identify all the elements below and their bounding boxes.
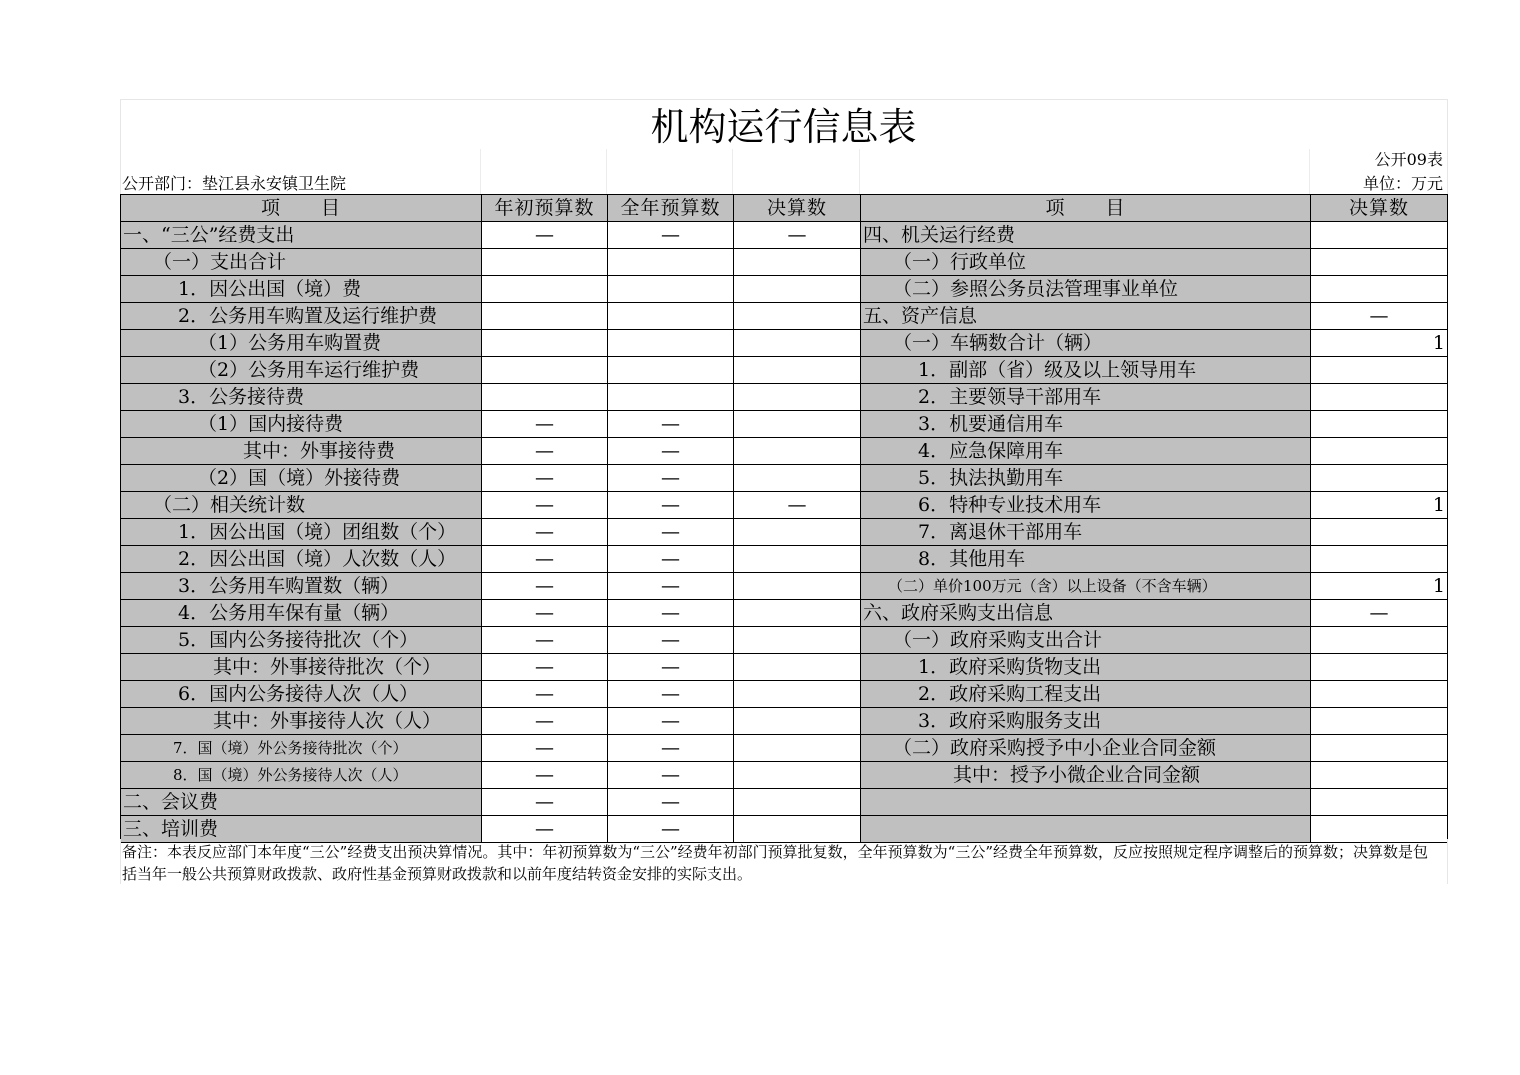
cell-final-left — [734, 384, 861, 411]
cell-final-left — [734, 519, 861, 546]
cell-final-right — [1311, 654, 1448, 681]
cell-budget-full-year: — — [608, 816, 734, 843]
row-item-left: 1．因公出国（境）费 — [121, 276, 482, 303]
row-item-left: 其中：外事接待人次（人） — [121, 708, 482, 735]
cell-budget-full-year: — — [608, 681, 734, 708]
cell-budget-full-year: — — [608, 411, 734, 438]
cell-budget-full-year — [608, 249, 734, 276]
row-item-left: 一、“三公”经费支出 — [121, 222, 482, 249]
row-item-right: 5．执法执勤用车 — [861, 465, 1311, 492]
table-row — [121, 735, 1448, 762]
cell-final-left — [734, 276, 861, 303]
cell-final-left — [734, 303, 861, 330]
row-item-right: 2．政府采购工程支出 — [861, 681, 1311, 708]
cell-final-left — [734, 708, 861, 735]
row-item-right: 其中：授予小微企业合同金额 — [861, 762, 1311, 789]
cell-budget-initial: — — [482, 708, 608, 735]
gridline — [606, 149, 607, 194]
cell-final-left: — — [734, 222, 861, 249]
cell-final-right — [1311, 546, 1448, 573]
cell-budget-full-year: — — [608, 627, 734, 654]
row-item-left: 三、培训费 — [121, 816, 482, 843]
cell-final-left — [734, 411, 861, 438]
cell-final-left: — — [734, 492, 861, 519]
cell-budget-full-year: — — [608, 789, 734, 816]
cell-final-left — [734, 762, 861, 789]
row-item-right: （一）行政单位 — [861, 249, 1311, 276]
table-row — [121, 465, 1448, 492]
row-item-right — [861, 789, 1311, 816]
row-item-right: 8．其他用车 — [861, 546, 1311, 573]
cell-budget-initial: — — [482, 546, 608, 573]
page-title: 机构运行信息表 — [650, 105, 917, 149]
table-row — [121, 249, 1448, 276]
cell-budget-initial: — — [482, 600, 608, 627]
row-item-right: 6．特种专业技术用车 — [861, 492, 1311, 519]
cell-final-right — [1311, 357, 1448, 384]
header-left-item: 项 目 — [121, 195, 482, 222]
cell-final-right: — — [1311, 303, 1448, 330]
cell-budget-full-year — [608, 330, 734, 357]
row-item-left: （二）相关统计数 — [121, 492, 482, 519]
cell-budget-initial — [482, 249, 608, 276]
row-item-right: 五、资产信息 — [861, 303, 1311, 330]
cell-final-right — [1311, 384, 1448, 411]
row-item-right: 3．机要通信用车 — [861, 411, 1311, 438]
cell-final-left — [734, 573, 861, 600]
row-item-left: 2．公务用车购置及运行维护费 — [121, 303, 482, 330]
cell-final-right — [1311, 789, 1448, 816]
gridline — [859, 149, 860, 194]
row-item-right: 四、机关运行经费 — [861, 222, 1311, 249]
cell-final-left — [734, 546, 861, 573]
table-row — [121, 546, 1448, 573]
table-row — [121, 276, 1448, 303]
row-item-right: 4．应急保障用车 — [861, 438, 1311, 465]
cell-budget-full-year: — — [608, 654, 734, 681]
footnote: 备注：本表反应部门本年度“三公”经费支出预决算情况。其中：年初预算数为“三公”经费年初部门预算批复数，全年预算数为“三公”经费全年预算数，反应按照规定程序调整后的预算数；决算数是包括当年一般公共预算财政拨款、政府性基金预算财政拨款和以前年度结转资金安排的实际支出。 — [122, 843, 1429, 883]
cell-budget-initial: — — [482, 573, 608, 600]
gridline — [480, 149, 481, 194]
row-item-right: 2．主要领导干部用车 — [861, 384, 1311, 411]
table-row — [121, 438, 1448, 465]
table-row — [121, 654, 1448, 681]
cell-budget-full-year: — — [608, 600, 734, 627]
table-row — [121, 222, 1448, 249]
table-row — [121, 573, 1448, 600]
table-row — [121, 384, 1448, 411]
row-item-right: 3．政府采购服务支出 — [861, 708, 1311, 735]
cell-final-right: — — [1311, 600, 1448, 627]
table-row — [121, 357, 1448, 384]
row-item-left: 其中：外事接待批次（个） — [121, 654, 482, 681]
row-item-left: 8．国（境）外公务接待人次（人） — [121, 762, 482, 789]
cell-budget-initial: — — [482, 438, 608, 465]
cell-final-left — [734, 600, 861, 627]
cell-final-right — [1311, 735, 1448, 762]
row-item-left: 5．国内公务接待批次（个） — [121, 627, 482, 654]
cell-budget-initial: — — [482, 492, 608, 519]
row-item-left: 其中：外事接待费 — [121, 438, 482, 465]
row-item-right: （一）车辆数合计（辆） — [861, 330, 1311, 357]
cell-budget-full-year: — — [608, 438, 734, 465]
row-item-left: 1．因公出国（境）团组数（个） — [121, 519, 482, 546]
table-row — [121, 330, 1448, 357]
cell-final-right — [1311, 276, 1448, 303]
cell-budget-initial: — — [482, 654, 608, 681]
cell-budget-full-year: — — [608, 546, 734, 573]
table-row — [121, 492, 1448, 519]
cell-final-right — [1311, 627, 1448, 654]
cell-budget-full-year: — — [608, 708, 734, 735]
cell-budget-full-year — [608, 303, 734, 330]
table-code: 公开09表 — [1374, 150, 1443, 169]
row-item-right: （二）政府采购授予中小企业合同金额 — [861, 735, 1311, 762]
table-row — [121, 519, 1448, 546]
cell-budget-initial: — — [482, 222, 608, 249]
table-header-row — [121, 195, 1448, 222]
row-item-left: （1）公务用车购置费 — [121, 330, 482, 357]
row-item-right: 1．政府采购货物支出 — [861, 654, 1311, 681]
cell-final-left — [734, 438, 861, 465]
row-item-left: 6．国内公务接待人次（人） — [121, 681, 482, 708]
header-final-left: 决算数 — [734, 195, 861, 222]
cell-budget-full-year: — — [608, 222, 734, 249]
row-item-right: （二）单价100万元（含）以上设备（不含车辆） — [861, 573, 1311, 600]
table-row — [121, 789, 1448, 816]
cell-final-left — [734, 249, 861, 276]
cell-final-left — [734, 627, 861, 654]
cell-budget-initial — [482, 303, 608, 330]
cell-budget-full-year: — — [608, 492, 734, 519]
cell-final-right — [1311, 411, 1448, 438]
row-item-right: （二）参照公务员法管理事业单位 — [861, 276, 1311, 303]
cell-final-left — [734, 735, 861, 762]
cell-budget-full-year: — — [608, 573, 734, 600]
info-table — [120, 194, 1448, 843]
department-label: 公开部门：垫江县永安镇卫生院 — [122, 174, 347, 193]
cell-budget-initial — [482, 357, 608, 384]
cell-budget-initial: — — [482, 762, 608, 789]
gridline — [732, 149, 733, 194]
row-item-left: （一）支出合计 — [121, 249, 482, 276]
header-final-right: 决算数 — [1311, 195, 1448, 222]
cell-final-right: 1 — [1311, 330, 1448, 357]
cell-budget-full-year: — — [608, 465, 734, 492]
cell-budget-full-year: — — [608, 735, 734, 762]
cell-final-right — [1311, 519, 1448, 546]
row-item-left: 二、会议费 — [121, 789, 482, 816]
cell-final-right — [1311, 438, 1448, 465]
row-item-left: 3．公务接待费 — [121, 384, 482, 411]
row-item-left: 2．因公出国（境）人次数（人） — [121, 546, 482, 573]
header-budget-initial: 年初预算数 — [482, 195, 608, 222]
row-item-left: （2）国（境）外接待费 — [121, 465, 482, 492]
row-item-left: 7．国（境）外公务接待批次（个） — [121, 735, 482, 762]
cell-budget-full-year: — — [608, 762, 734, 789]
row-item-left: 4．公务用车保有量（辆） — [121, 600, 482, 627]
cell-budget-full-year — [608, 357, 734, 384]
row-item-right: （一）政府采购支出合计 — [861, 627, 1311, 654]
header-right-item: 项 目 — [861, 195, 1311, 222]
cell-budget-initial: — — [482, 681, 608, 708]
table-row — [121, 627, 1448, 654]
table-row — [121, 708, 1448, 735]
row-item-right: 7．离退休干部用车 — [861, 519, 1311, 546]
cell-final-right — [1311, 762, 1448, 789]
cell-budget-full-year — [608, 276, 734, 303]
cell-budget-initial: — — [482, 627, 608, 654]
cell-budget-initial: — — [482, 411, 608, 438]
cell-budget-initial — [482, 384, 608, 411]
row-item-left: （1）国内接待费 — [121, 411, 482, 438]
cell-budget-initial — [482, 330, 608, 357]
row-item-left: 3．公务用车购置数（辆） — [121, 573, 482, 600]
cell-budget-full-year — [608, 384, 734, 411]
cell-final-right — [1311, 465, 1448, 492]
gridline — [1309, 149, 1310, 194]
table-row — [121, 303, 1448, 330]
cell-final-right: 1 — [1311, 573, 1448, 600]
cell-final-left — [734, 330, 861, 357]
header-budget-full-year: 全年预算数 — [608, 195, 734, 222]
cell-final-left — [734, 465, 861, 492]
table-row — [121, 411, 1448, 438]
cell-budget-initial: — — [482, 816, 608, 843]
unit-label: 单位：万元 — [1362, 174, 1443, 193]
cell-final-left — [734, 357, 861, 384]
row-item-left: （2）公务用车运行维护费 — [121, 357, 482, 384]
cell-final-right — [1311, 222, 1448, 249]
table-row — [121, 681, 1448, 708]
cell-final-right — [1311, 708, 1448, 735]
table-row — [121, 762, 1448, 789]
cell-budget-initial: — — [482, 735, 608, 762]
cell-final-right — [1311, 249, 1448, 276]
cell-budget-full-year: — — [608, 519, 734, 546]
cell-final-right — [1311, 681, 1448, 708]
row-item-right: 六、政府采购支出信息 — [861, 600, 1311, 627]
row-item-right: 1．副部（省）级及以上领导用车 — [861, 357, 1311, 384]
cell-budget-initial: — — [482, 519, 608, 546]
cell-final-left — [734, 681, 861, 708]
cell-budget-initial: — — [482, 789, 608, 816]
cell-final-left — [734, 654, 861, 681]
table-row — [121, 600, 1448, 627]
cell-budget-initial — [482, 276, 608, 303]
cell-final-right: 1 — [1311, 492, 1448, 519]
cell-final-left — [734, 789, 861, 816]
cell-budget-initial: — — [482, 465, 608, 492]
